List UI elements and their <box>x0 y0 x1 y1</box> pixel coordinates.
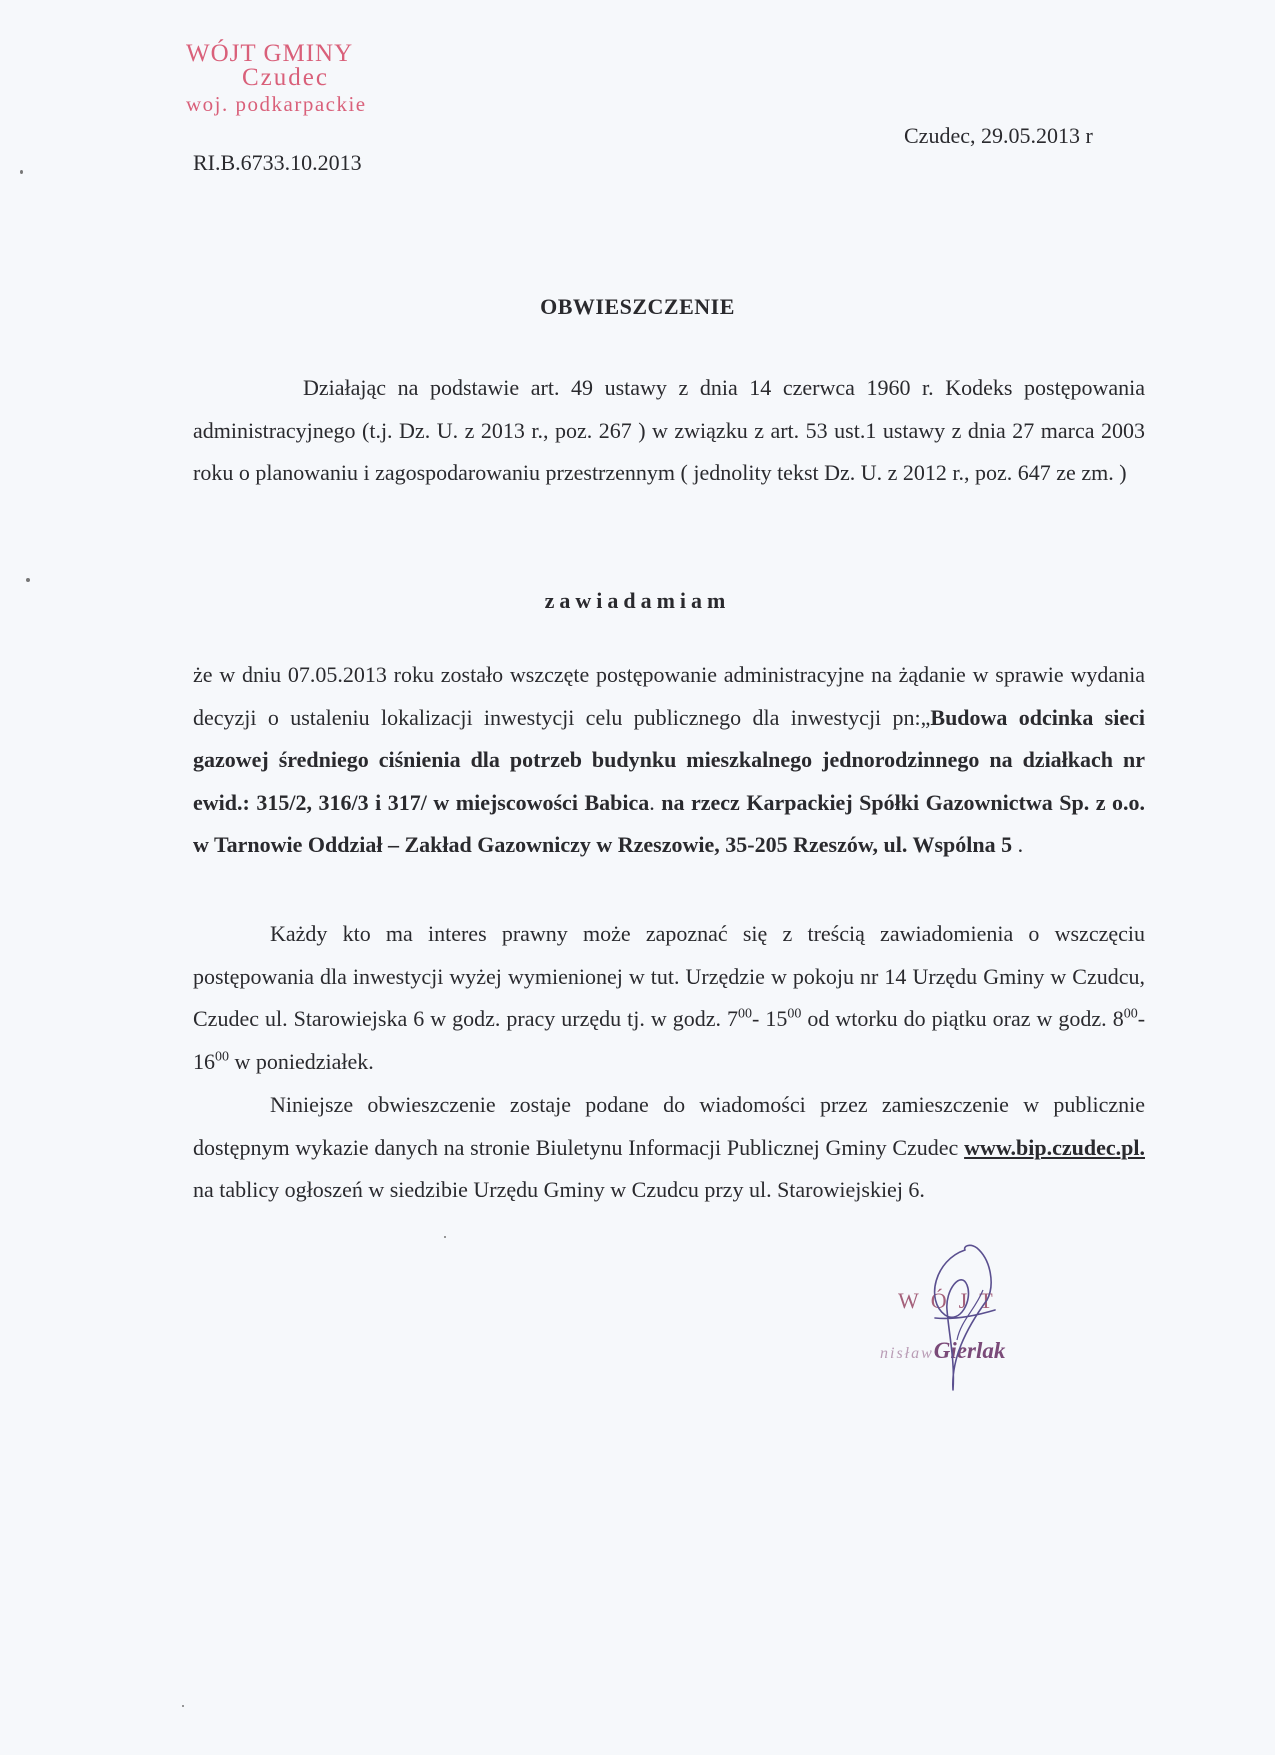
access-text-2: od wtorku do piątku oraz w godz. <box>801 1006 1113 1031</box>
intro-paragraph <box>193 367 1145 495</box>
notify-heading: zawiadamiam <box>544 588 731 613</box>
investor-name: na rzecz Karpackiej Spółki Gazownictwa Sp. z o.o. w Tarnowie Oddział – Zakład Gazowniczy w Rzeszowie, 35-205 Rzeszów, ul. Wspólna 5 <box>193 789 1145 857</box>
stamp-line-1: WÓJT GMINY <box>186 40 354 67</box>
scan-speck <box>20 170 23 174</box>
hours-start-2: 8 <box>1112 1006 1124 1031</box>
signatory-surname: Gierlak <box>933 1338 1006 1363</box>
handwritten-signature <box>895 1240 1015 1400</box>
stamp-line-3: woj. podkarpackie <box>186 92 367 116</box>
access-text-1: Każdy kto ma interes prawny może zapoznać się z treścią zawiadomienia o wszczęciu postępowania dla inwestycji wyżej wymienionej w tut. Urzędzie w pokoju nr 14 Urzędu Gminy w Czudcu, Czudec ul. Starowiejska 6 w godz. pracy urzędu tj. w godz. <box>193 921 1145 1031</box>
project-name: Budowa odcinka sieci gazowej średniego ciśnienia dla potrzeb budynku mieszkalnego jednorodzinnego na działkach nr ewid.: 315/2, 316/3 i 317/ w miejscowości Babica <box>193 704 1145 815</box>
stamp-line-2: Czudec <box>242 64 329 91</box>
access-text-3: w poniedziałek. <box>229 1048 374 1074</box>
intro-text: Działając na podstawie art. 49 ustawy z dnia 14 czerwca 1960 r. Kodeks postępowania administracyjnego (t.j. Dz. U. z 2013 r., poz. 267 ) w związku z art. 53 ust.1 ustawy z dnia 27 marca 2003 roku o planowaniu i zagospodarowaniu przestrzennym ( jednolity tekst Dz. U. z 2012 r., poz. 647 ze zm. ) <box>193 375 1145 485</box>
publication-text-2: na tablicy ogłoszeń w siedzibie Urzędu Gminy w Czudcu przy ul. Starowiejskiej 6. <box>193 1177 925 1202</box>
publication-text-1: Niniejsze obwieszczenie zostaje podane do wiadomości przez zamieszczenie w publicznie dostępnym wykazie danych na stronie Biuletynu Informacji Publicznej Gminy Czudec <box>193 1092 1145 1160</box>
hours-end-1: 15 <box>765 1006 788 1031</box>
signatory-name-faded: nisław <box>880 1345 934 1362</box>
notice-end: . <box>1012 832 1024 857</box>
signature-stamp: WÓJT <box>898 1288 1005 1313</box>
scan-speck <box>26 578 30 582</box>
hours-start-1-minutes: 00 <box>738 1006 752 1022</box>
hours-dash-1: - <box>752 1006 766 1031</box>
reference-number: RI.B.6733.10.2013 <box>193 150 362 175</box>
scan-speck <box>182 1705 184 1707</box>
hours-start-1: 7 <box>727 1006 738 1031</box>
bip-link[interactable]: www.bip.czudec.pl. <box>964 1134 1145 1160</box>
publication-paragraph <box>193 1084 1145 1212</box>
document-title: OBWIESZCZENIE <box>540 294 735 319</box>
notice-separator: . <box>649 789 662 815</box>
hours-end-2: 16 <box>193 1048 215 1074</box>
hours-dash-2: - <box>1137 1006 1146 1031</box>
hours-end-2-minutes: 00 <box>215 1049 229 1065</box>
notice-lead: że w dniu 07.05.2013 roku zostało wszczęte postępowanie administracyjne na żądanie w sprawie wydania decyzji o ustaleniu lokalizacji inwestycji celu publicznego dla inwestycji pn:„ <box>193 662 1145 730</box>
scan-speck <box>444 1236 446 1238</box>
hours-end-1-minutes: 00 <box>787 1006 802 1022</box>
access-paragraph <box>193 913 1145 1083</box>
hours-start-2-minutes: 00 <box>1123 1006 1138 1022</box>
document-date: Czudec, 29.05.2013 r <box>904 123 1093 148</box>
notice-paragraph <box>193 654 1145 867</box>
